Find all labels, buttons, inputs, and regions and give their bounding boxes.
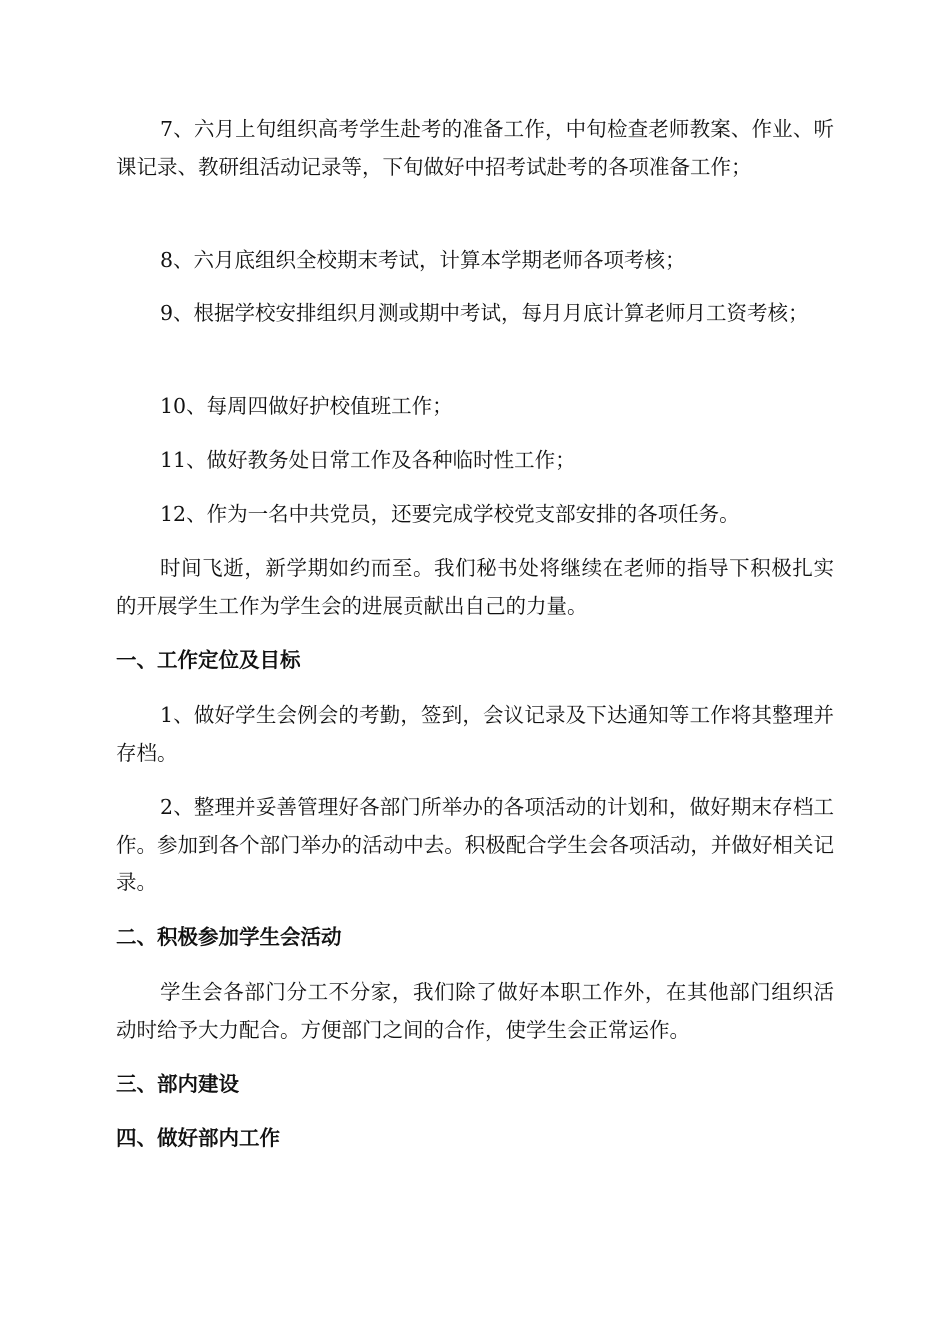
paragraph-item-8: 8、六月底组织全校期末考试，计算本学期老师各项考核； (160, 248, 686, 272)
paragraph-item-9: 9、根据学校安排组织月测或期中考试，每月月底计算老师月工资考核； (160, 301, 809, 325)
intro-paragraph: 时间飞逝，新学期如约而至。我们秘书处将继续在老师的指导下积极扎实的开展学生工作为学生会的进展贡献出自己的力量。 (116, 556, 834, 618)
paragraph-item-7: 7、六月上旬组织高考学生赴考的准备工作，中旬检查老师教案、作业、听课记录、教研组活动记录等，下旬做好中招考试赴考的各项准备工作； (116, 117, 834, 179)
paragraph-item-11: 11、做好教务处日常工作及各种临时性工作； (160, 448, 576, 472)
section-heading-4: 四、做好部内工作 (116, 1126, 280, 1150)
section-1-paragraph-2: 2、整理并妥善管理好各部门所举办的各项活动的计划和，做好期末存档工作。参加到各个部门举办的活动中去。积极配合学生会各项活动，并做好相关记录。 (116, 795, 834, 894)
section-heading-1: 一、工作定位及目标 (116, 648, 301, 672)
section-2-paragraph-1: 学生会各部门分工不分家，我们除了做好本职工作外，在其他部门组织活动时给予大力配合。方便部门之间的合作，使学生会正常运作。 (116, 980, 834, 1042)
paragraph-item-12: 12、作为一名中共党员，还要完成学校党支部安排的各项任务。 (160, 502, 740, 526)
section-heading-3: 三、部内建设 (116, 1072, 239, 1096)
section-heading-2: 二、积极参加学生会活动 (116, 925, 342, 949)
section-1-paragraph-1: 1、做好学生会例会的考勤，签到，会议记录及下达通知等工作将其整理并存档。 (116, 703, 834, 765)
paragraph-item-10: 10、每周四做好护校值班工作； (160, 394, 453, 418)
